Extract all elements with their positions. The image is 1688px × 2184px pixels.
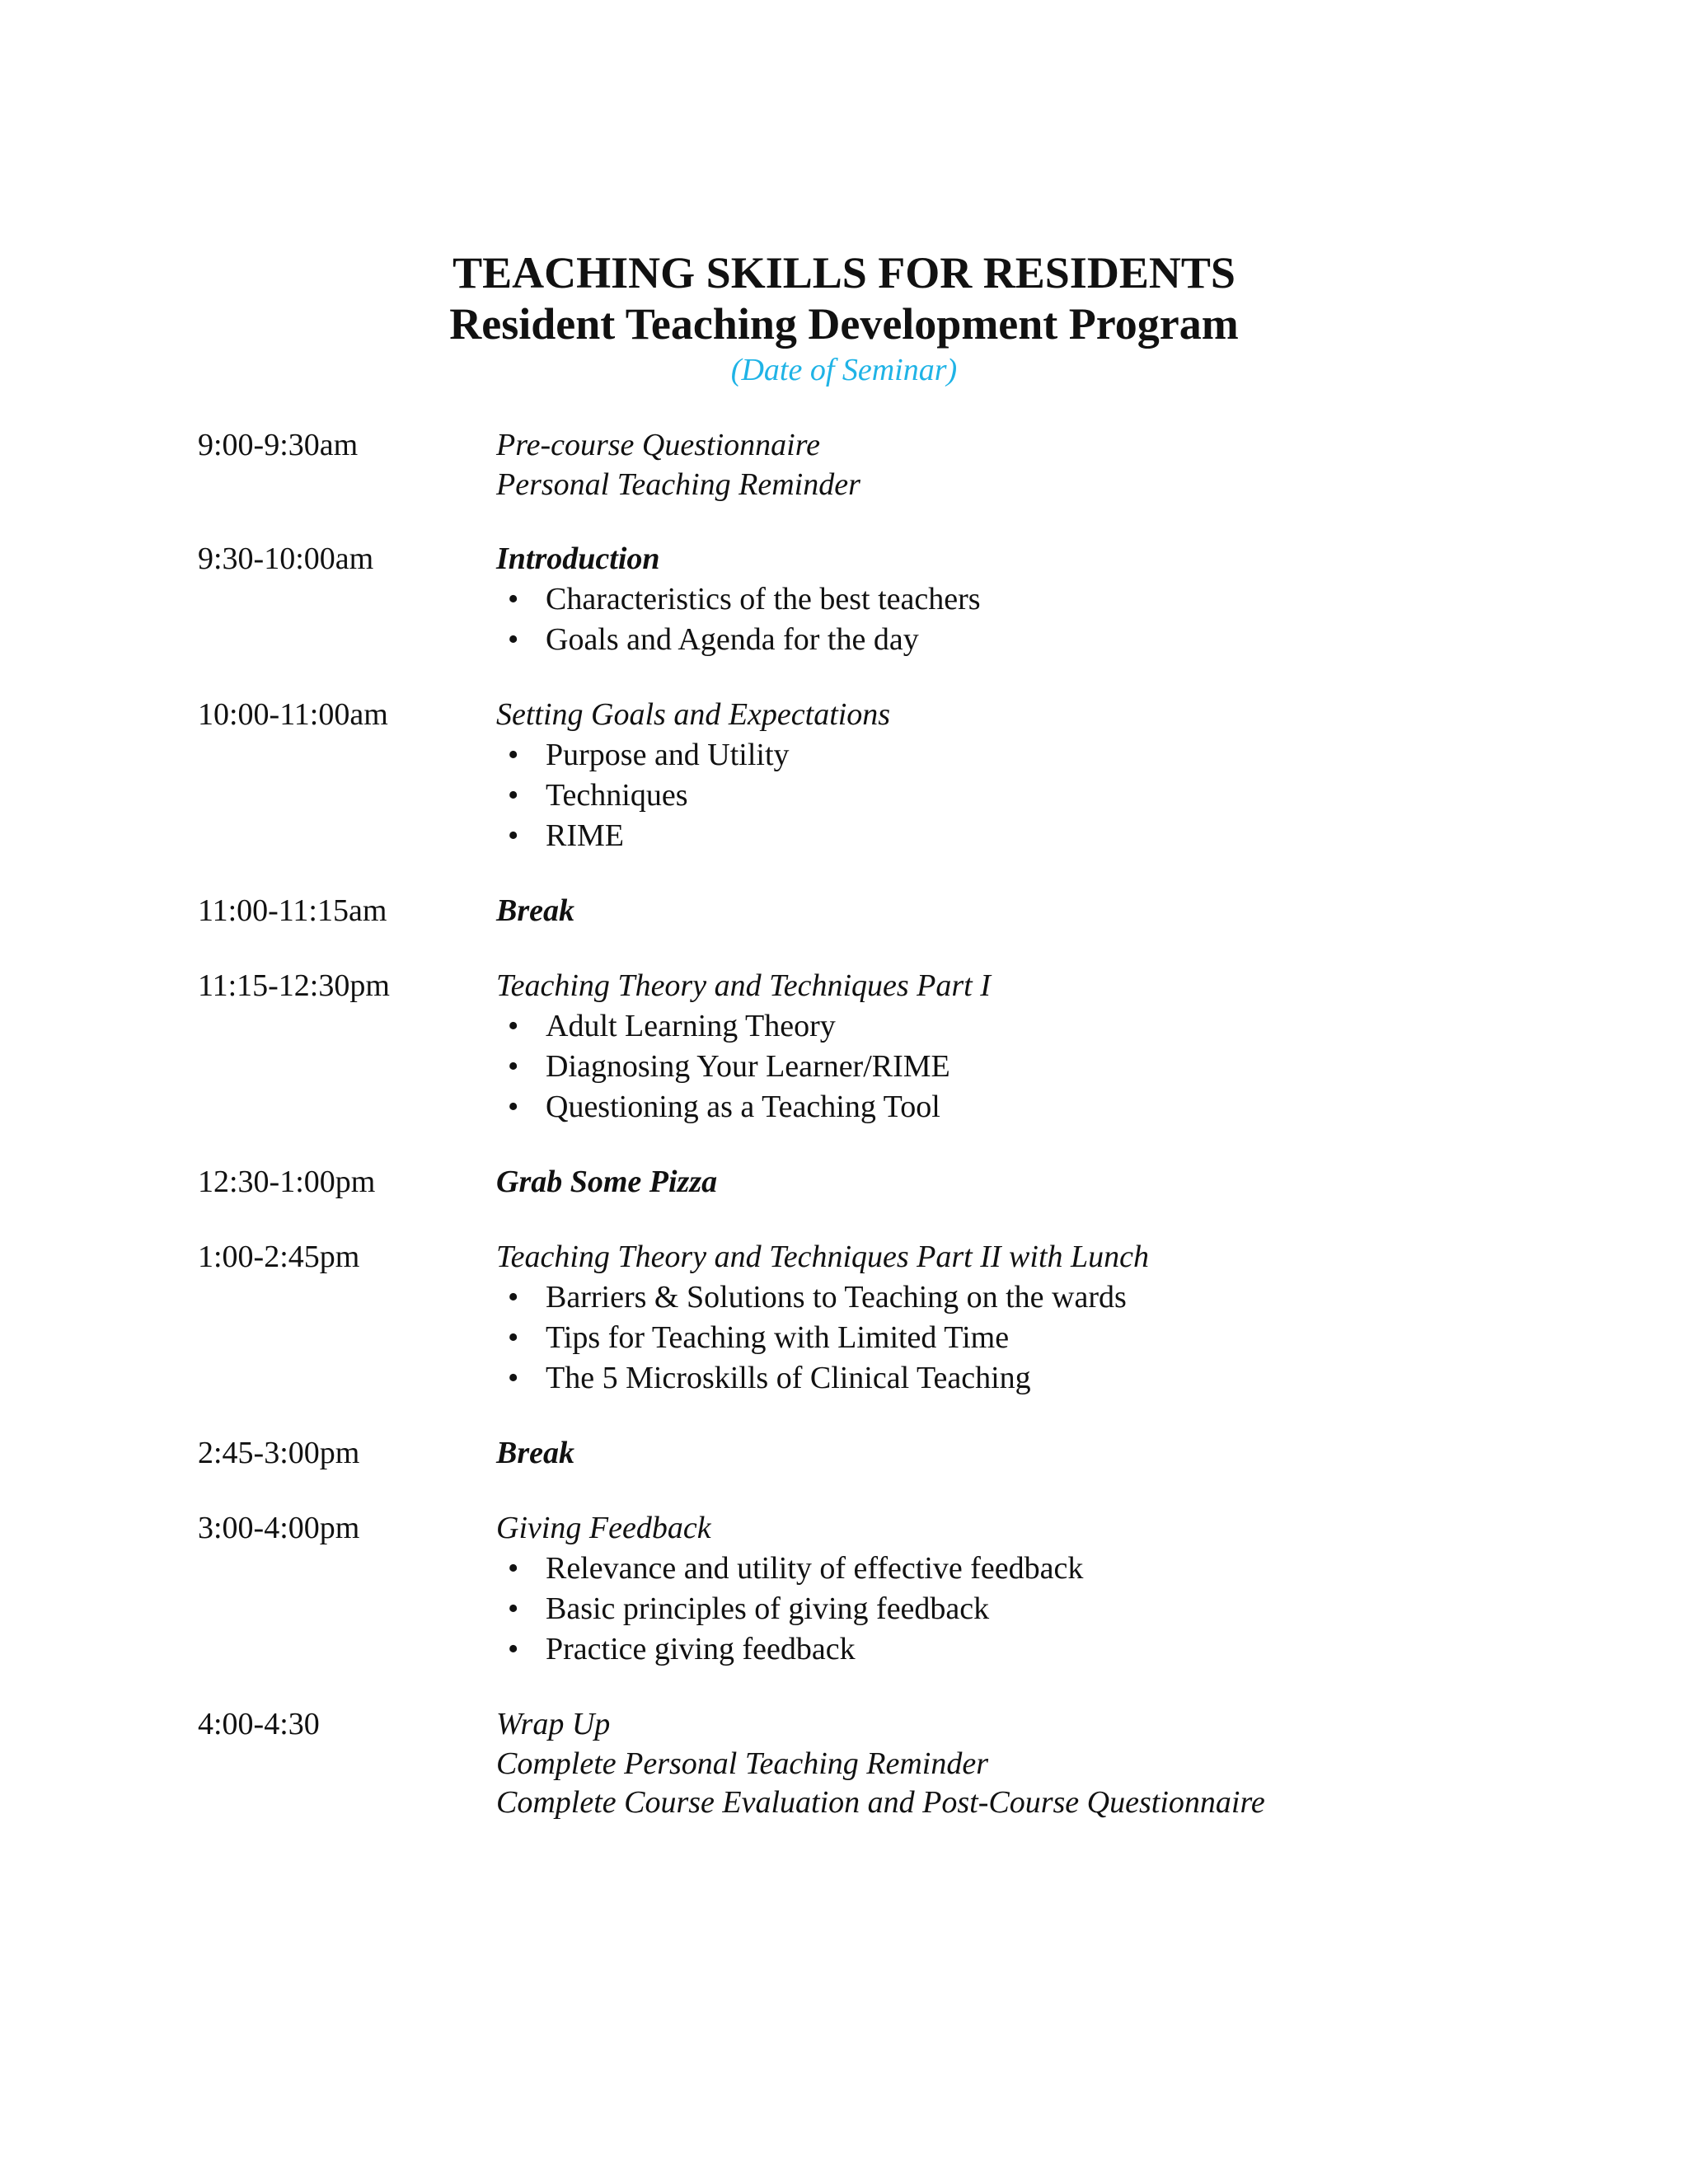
bullet-icon: • [508,622,519,657]
bullet-text: Practice giving feedback [546,1632,856,1666]
agenda-session [198,1162,1599,1202]
agenda-session [198,1433,1599,1474]
bullet-text: Techniques [546,778,688,813]
session-content [496,966,1599,1127]
session-content [496,1508,1599,1670]
bullet-text: Goals and Agenda for the day [546,622,919,657]
session-title: Wrap Up [496,1707,611,1741]
agenda-session [198,966,1599,1127]
agenda-session [198,1508,1599,1670]
session-note: Complete Course Evaluation and Post-Course Questionnaire [496,1785,1265,1820]
bullet-item [496,735,1599,776]
bullet-text: Diagnosing Your Learner/RIME [546,1049,950,1084]
bullet-item [496,1629,1599,1670]
agenda-session [198,695,1599,856]
session-time: 11:00-11:15am [198,893,387,928]
session-time: 4:00-4:30 [198,1707,320,1741]
session-title: Grab Some Pizza [496,1165,718,1199]
bullet-icon: • [508,1632,519,1666]
bullet-icon: • [508,1049,519,1084]
session-time: 11:15-12:30pm [198,968,390,1003]
bullet-icon: • [508,1551,519,1586]
bullet-icon: • [508,1361,519,1395]
bullet-text: Questioning as a Teaching Tool [546,1090,940,1124]
bullet-icon: • [508,738,519,772]
document-header [0,247,1688,391]
agenda-session [198,425,1599,504]
agenda-session [198,1704,1599,1822]
bullet-item [496,1358,1599,1399]
session-bullet-list [496,1549,1599,1670]
session-content [496,1237,1599,1399]
session-bullet-list [496,579,1599,660]
bullet-item [496,1318,1599,1358]
session-time: 10:00-11:00am [198,697,388,732]
bullet-item [496,1006,1599,1047]
session-content [496,695,1599,856]
bullet-icon: • [508,1009,519,1043]
bullet-text: Characteristics of the best teachers [546,582,981,616]
session-time: 2:45-3:00pm [198,1436,360,1470]
bullet-text: RIME [546,818,624,853]
session-note: Personal Teaching Reminder [496,467,860,502]
session-bullet-list [496,1277,1599,1399]
document-title: TEACHING SKILLS FOR RESIDENTS [452,248,1236,298]
bullet-icon: • [508,1280,519,1315]
document-subtitle: Resident Teaching Development Program [449,299,1239,349]
bullet-text: Adult Learning Theory [546,1009,836,1043]
session-bullet-list [496,1006,1599,1127]
agenda-session [198,1237,1599,1399]
session-title: Pre-course Questionnaire [496,428,820,462]
bullet-item [496,776,1599,816]
session-content [496,1704,1599,1822]
session-title: Break [496,1436,574,1470]
bullet-text: Tips for Teaching with Limited Time [546,1320,1010,1355]
session-title: Setting Goals and Expectations [496,697,891,732]
bullet-item [496,1589,1599,1629]
bullet-item [496,1047,1599,1087]
bullet-icon: • [508,1320,519,1355]
bullet-icon: • [508,1591,519,1626]
bullet-text: The 5 Microskills of Clinical Teaching [546,1361,1031,1395]
bullet-icon: • [508,818,519,853]
session-content [496,425,1599,504]
session-time: 1:00-2:45pm [198,1240,360,1274]
session-bullet-list [496,735,1599,856]
bullet-item [496,579,1599,620]
session-content [496,891,1599,931]
session-time: 12:30-1:00pm [198,1165,376,1199]
session-time: 9:30-10:00am [198,541,374,576]
agenda-session [198,539,1599,660]
session-content [496,1433,1599,1474]
session-content [496,1162,1599,1202]
session-title: Break [496,893,574,928]
bullet-icon: • [508,778,519,813]
agenda-schedule [198,425,1599,1857]
bullet-text: Purpose and Utility [546,738,790,772]
bullet-item [496,620,1599,660]
bullet-icon: • [508,582,519,616]
bullet-item [496,816,1599,856]
bullet-item [496,1277,1599,1318]
bullet-text: Barriers & Solutions to Teaching on the wards [546,1280,1127,1315]
session-time: 3:00-4:00pm [198,1511,360,1545]
bullet-text: Basic principles of giving feedback [546,1591,990,1626]
bullet-icon: • [508,1090,519,1124]
bullet-item [496,1087,1599,1127]
agenda-session [198,891,1599,931]
bullet-item [496,1549,1599,1589]
session-content [496,539,1599,660]
session-title: Teaching Theory and Techniques Part I [496,968,991,1003]
session-note: Complete Personal Teaching Reminder [496,1746,989,1781]
session-title: Giving Feedback [496,1511,711,1545]
session-title: Teaching Theory and Techniques Part II with Lunch [496,1240,1150,1274]
bullet-text: Relevance and utility of effective feedback [546,1551,1084,1586]
session-time: 9:00-9:30am [198,428,359,462]
session-title: Introduction [496,541,660,576]
seminar-date: (Date of Seminar) [730,353,958,387]
